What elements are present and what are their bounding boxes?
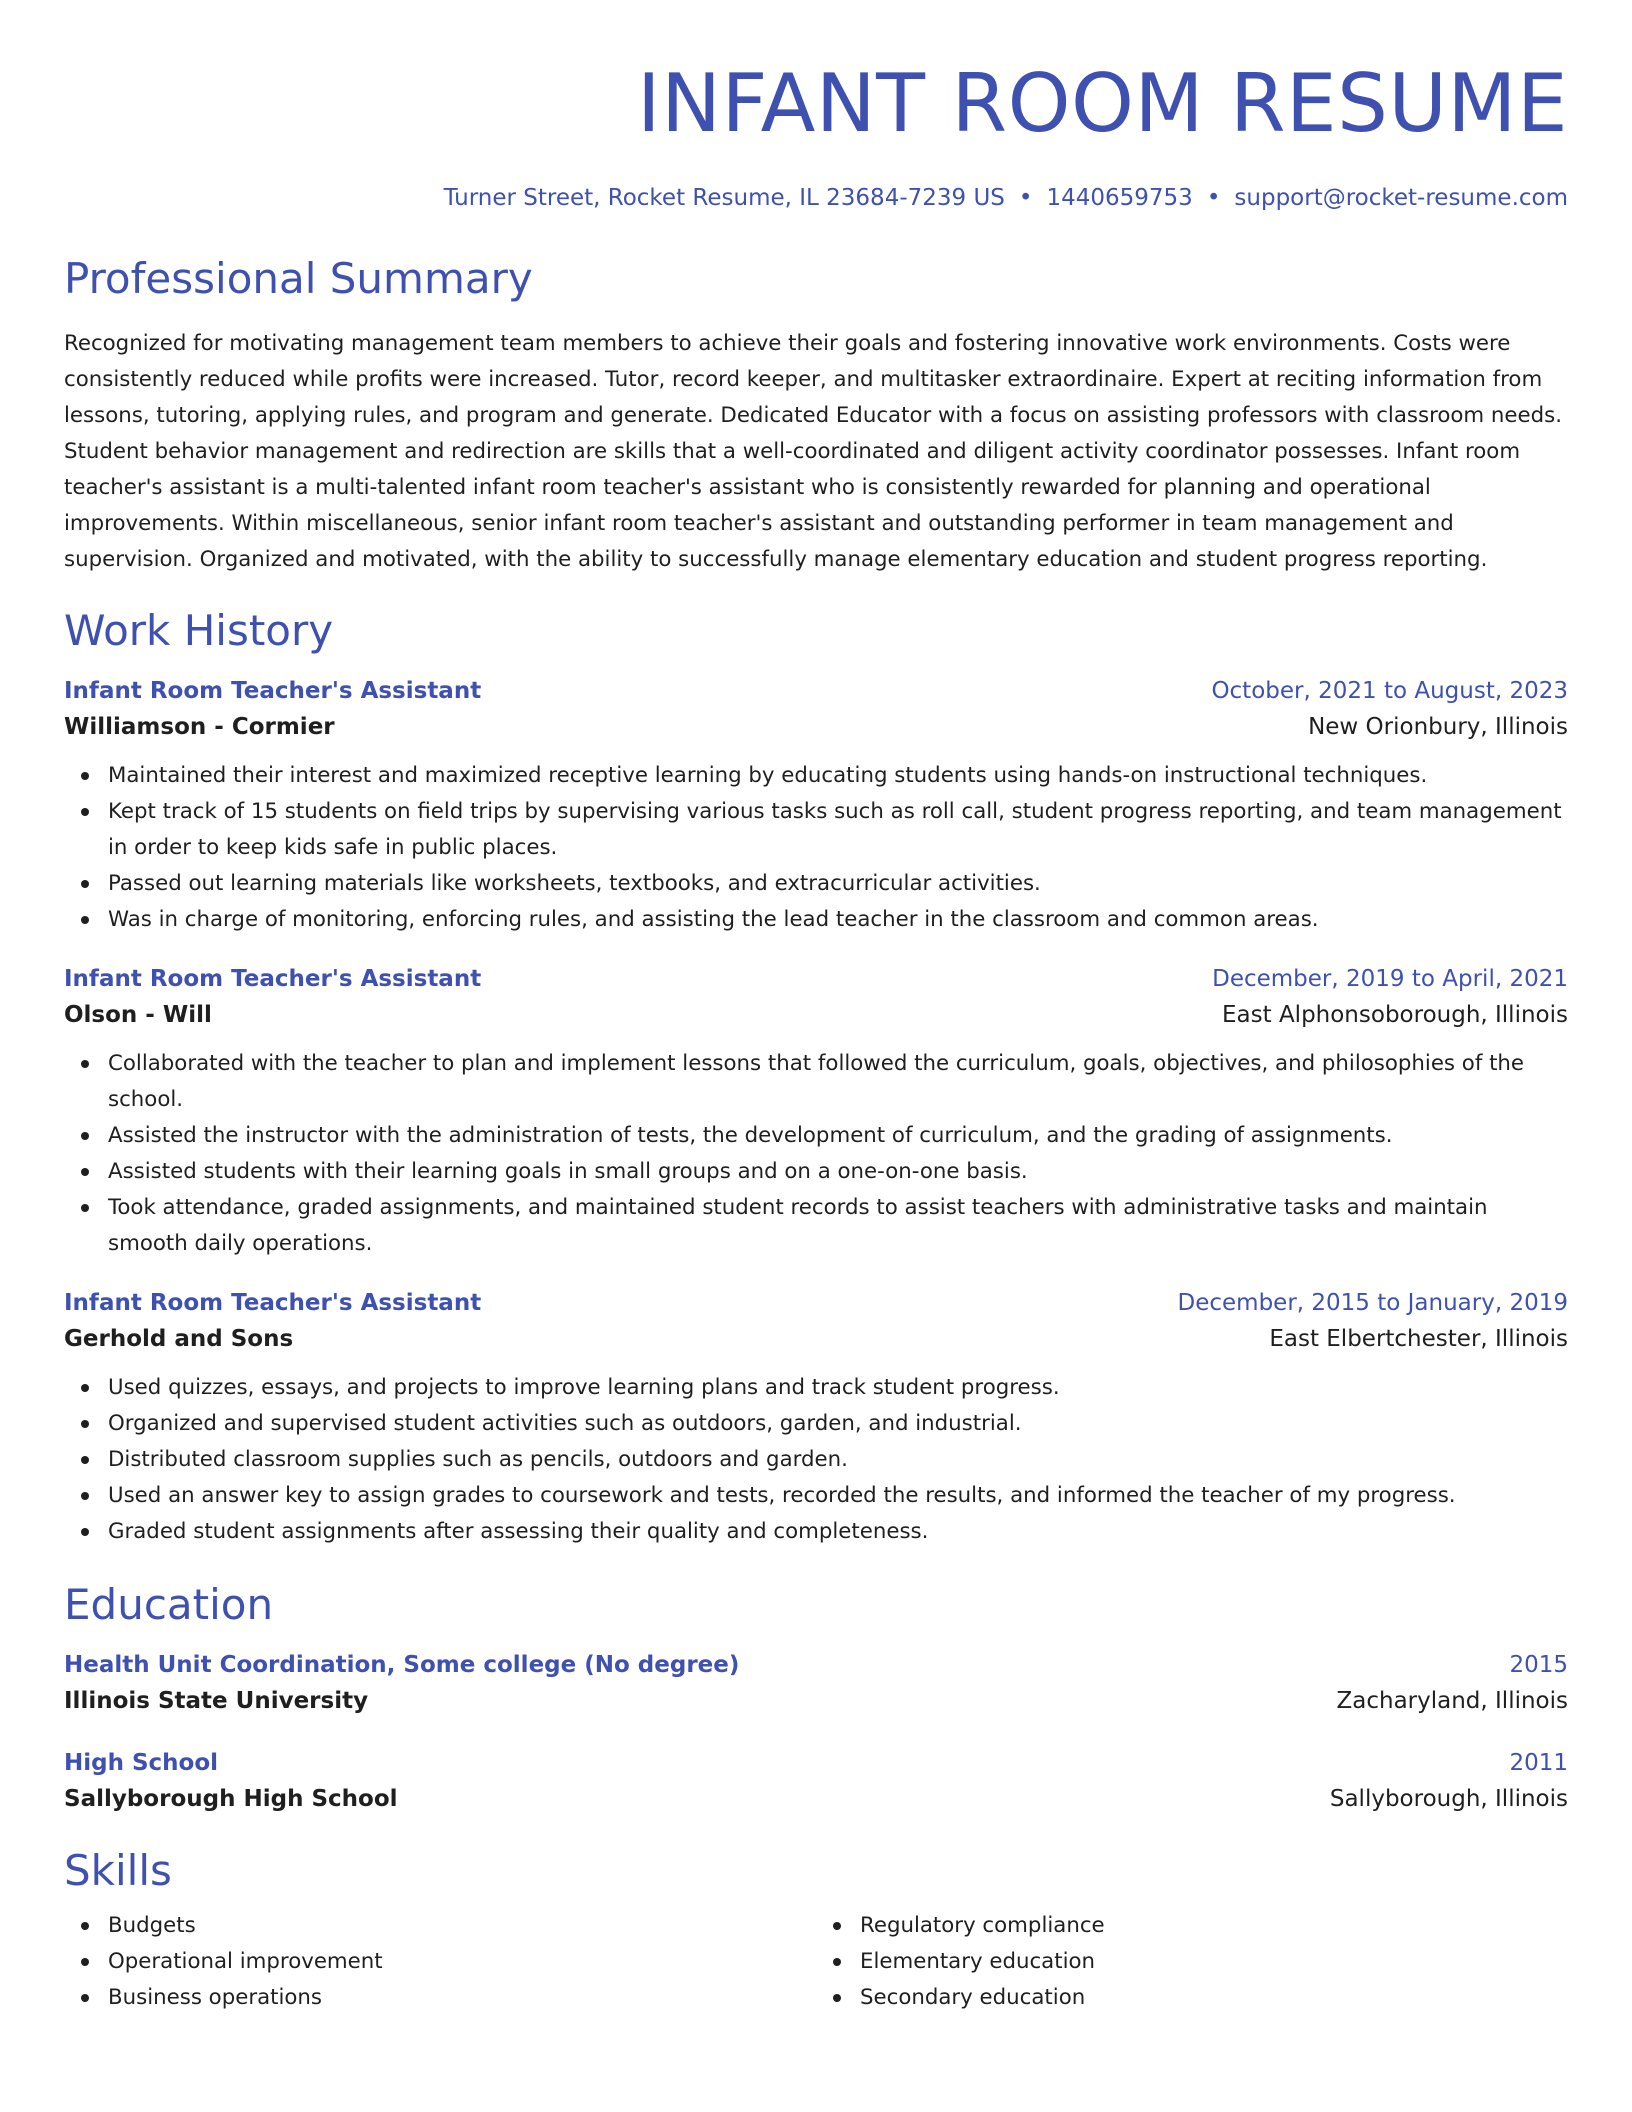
skill-item: Secondary education — [860, 1980, 1568, 2016]
job-bullet: Passed out learning materials like worksheets, textbooks, and extracurricular activities. — [108, 866, 1568, 902]
job-entry — [64, 674, 1568, 938]
education-school: Illinois State University — [64, 1688, 369, 1714]
education-location: Zacharyland, Illinois — [1336, 1688, 1568, 1714]
job-bullet: Was in charge of monitoring, enforcing rules, and assisting the lead teacher in the classroom and common areas. — [108, 902, 1568, 938]
job-dates: December, 2015 to January, 2019 — [1177, 1290, 1568, 1316]
contact-phone: 1440659753 — [1046, 185, 1193, 211]
education-entry — [64, 1746, 1568, 1818]
resume-header — [64, 0, 1568, 214]
job-bullets — [64, 1370, 1568, 1550]
job-header-row — [64, 1286, 1568, 1320]
education-school-row — [64, 1682, 1568, 1720]
job-entry — [64, 1286, 1568, 1550]
job-bullet: Assisted students with their learning goals in small groups and on a one-on-one basis. — [108, 1154, 1568, 1190]
job-bullet: Distributed classroom supplies such as pencils, outdoors and garden. — [108, 1442, 1568, 1478]
job-location: New Orionbury, Illinois — [1308, 714, 1568, 740]
education-year: 2015 — [1509, 1652, 1568, 1678]
contact-separator: • — [1206, 185, 1221, 211]
skill-item: Regulatory compliance — [860, 1908, 1568, 1944]
skills-column-right — [816, 1908, 1568, 2016]
skills-list — [64, 1908, 1568, 2016]
job-location: East Elbertchester, Illinois — [1269, 1326, 1568, 1352]
skill-item: Business operations — [108, 1980, 816, 2016]
education-degree: High School — [64, 1750, 219, 1776]
job-bullet: Took attendance, graded assignments, and maintained student records to assist teachers with administrative tasks and maintain smooth daily operations. — [108, 1190, 1568, 1262]
job-bullet: Graded student assignments after assessing their quality and completeness. — [108, 1514, 1568, 1550]
job-location: East Alphonsoborough, Illinois — [1222, 1002, 1568, 1028]
education-degree: Health Unit Coordination, Some college (No degree) — [64, 1652, 740, 1678]
resume-title: INFANT ROOM RESUME — [637, 57, 1568, 150]
skill-item: Elementary education — [860, 1944, 1568, 1980]
skills-column-left — [64, 1908, 816, 2016]
skill-item: Budgets — [108, 1908, 816, 1944]
job-employer: Gerhold and Sons — [64, 1326, 294, 1352]
job-bullet: Used quizzes, essays, and projects to improve learning plans and track student progress. — [108, 1370, 1568, 1406]
job-header-row — [64, 962, 1568, 996]
education-header-row — [64, 1746, 1568, 1780]
contact-email[interactable]: support@rocket-resume.com — [1234, 185, 1568, 211]
education-school-row — [64, 1780, 1568, 1818]
summary-text: Recognized for motivating management team members to achieve their goals and fostering innovative work environments. Costs were consistently reduced while profits were increased. Tutor, record keeper, and multitasker extraordinaire. Expert at reciting information from lessons, tutoring, applying rules, and program and generate. Dedicated Educator with a focus on assisting professors with classroom needs. Student behavior management and redirection are skills that a well-coordinated and diligent activity coordinator possesses. Infant room teacher's assistant is a multi-talented infant room teacher's assistant who is consistently rewarded for planning and operational improvements. Within miscellaneous, senior infant room teacher's assistant and outstanding performer in team management and supervision. Organized and motivated, with the ability to successfully manage elementary education and student progress reporting. — [64, 331, 1563, 572]
job-title: Infant Room Teacher's Assistant — [64, 966, 482, 992]
job-bullet: Organized and supervised student activities such as outdoors, garden, and industrial. — [108, 1406, 1568, 1442]
education-location: Sallyborough, Illinois — [1329, 1786, 1568, 1812]
job-bullet: Maintained their interest and maximized receptive learning by educating students using hands-on instructional techniques. — [108, 758, 1568, 794]
job-employer-row — [64, 708, 1568, 746]
job-employer-row — [64, 996, 1568, 1034]
job-bullet: Kept track of 15 students on field trips by supervising various tasks such as roll call, student progress reporting, and team management in order to keep kids safe in public places. — [108, 794, 1568, 866]
contact-separator: • — [1018, 185, 1033, 211]
job-dates: December, 2019 to April, 2021 — [1212, 966, 1568, 992]
job-dates: October, 2021 to August, 2023 — [1211, 678, 1568, 704]
job-bullet: Assisted the instructor with the administration of tests, the development of curriculum, and the grading of assignments. — [108, 1118, 1568, 1154]
job-title: Infant Room Teacher's Assistant — [64, 1290, 482, 1316]
education-school: Sallyborough High School — [64, 1786, 398, 1812]
education-year: 2011 — [1509, 1750, 1568, 1776]
job-employer-row — [64, 1320, 1568, 1358]
section-title-skills: Skills — [64, 1846, 172, 1895]
section-title-education: Education — [64, 1580, 274, 1629]
job-bullet: Used an answer key to assign grades to coursework and tests, recorded the results, and informed the teacher of my progress. — [108, 1478, 1568, 1514]
job-entry — [64, 962, 1568, 1262]
education-entry — [64, 1648, 1568, 1720]
section-title-work-history: Work History — [64, 606, 334, 655]
job-bullets — [64, 758, 1568, 938]
job-header-row — [64, 674, 1568, 708]
skill-item: Operational improvement — [108, 1944, 816, 1980]
contact-address: Turner Street, Rocket Resume, IL 23684-7239 US — [443, 185, 1005, 211]
job-employer: Olson - Will — [64, 1002, 212, 1028]
education-header-row — [64, 1648, 1568, 1682]
job-title: Infant Room Teacher's Assistant — [64, 678, 482, 704]
job-bullets — [64, 1046, 1568, 1262]
job-bullet: Collaborated with the teacher to plan and implement lessons that followed the curriculum, goals, objectives, and philosophies of the school. — [108, 1046, 1568, 1118]
resume-page — [64, 0, 1568, 2016]
contact-line — [64, 182, 1568, 214]
job-employer: Williamson - Cormier — [64, 714, 335, 740]
section-title-summary: Professional Summary — [64, 254, 533, 303]
